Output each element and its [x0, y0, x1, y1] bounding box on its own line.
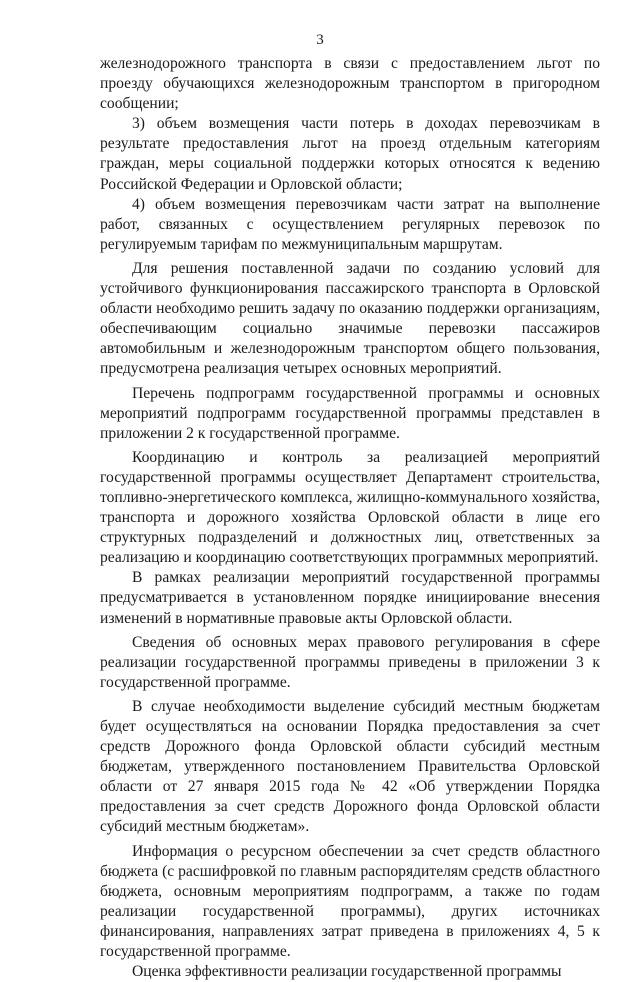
- page-number: 3: [316, 32, 324, 48]
- document-body: [100, 54, 600, 982]
- paragraph-legal-regulation: Сведения об основных мерах правового регулирования в сфере реализации государственной программы приведены в приложении 3 к государственной программе.: [100, 633, 600, 691]
- paragraph-subprogram-list: Перечень подпрограмм государственной программы и основных мероприятий подпрограмм государственной программы представлен в приложении 2 к государственной программе.: [100, 384, 600, 442]
- paragraph-resource-info: Информация о ресурсном обеспечении за счет средств областного бюджета (с расшифровкой по главным распорядителям средств областного бюджета, основным мероприятиям подпрограмм, а также по годам реализации государственной программы), других источниках финансирования, направлениях затрат приведена в приложениях 4, 5 к государственной программе.: [100, 842, 600, 961]
- paragraph-continuation: железнодорожного транспорта в связи с предоставлением льгот по проезду обучающихся железнодорожным транспортом в пригородном сообщении;: [100, 55, 600, 113]
- list-item-3: 3) объем возмещения части потерь в доходах перевозчикам в результате предоставления льгот на проезд отдельным категориям граждан, меры социальной поддержки которых относятся к ведению Российской Федерации и Орловской области;: [100, 115, 600, 193]
- paragraph-subsidies: В случае необходимости выделение субсидий местным бюджетам будет осуществляться на основании Порядка предоставления за счет средств Дорожного фонда Орловской области субсидий местным бюджетам, утвержденного постановлением Правительства Орловской области от 27 января 2015 года № 42 «Об утверждении Порядка предоставления за счет средств Дорожного фонда Орловской области субсидий местным бюджетам».: [100, 697, 600, 836]
- list-item-4: 4) объем возмещения перевозчикам части затрат на выполнение работ, связанных с осуществлением регулярных перевозок по регулируемым тарифам по межмуниципальным маршрутам.: [100, 195, 600, 253]
- paragraph-legal-changes: В рамках реализации мероприятий государственной программы предусматривается в установленном порядке инициирование внесения изменений в нормативные правовые акты Орловской области.: [100, 569, 600, 627]
- paragraph-coordination: Координацию и контроль за реализацией мероприятий государственной программы осуществляет Департамент строительства, топливно-энергетического комплекса, жилищно-коммунального хозяйства, транспорта и дорожного хозяйства Орловской области в лице его структурных подразделений и должностных лиц, ответственных за реализацию и координацию соответствующих программных мероприятий.: [100, 448, 600, 567]
- paragraph-task-solution: Для решения поставленной задачи по созданию условий для устойчивого функционирования пассажирского транспорта в Орловской области необходимо решить задачу по оказанию поддержки организациям, обеспечивающим социально значимые перевозки пассажиров автомобильным и железнодорожным транспортом общего пользования, предусмотрена реализация четырех основных мероприятий.: [100, 259, 600, 378]
- paragraph-efficiency: Оценка эффективности реализации государственной программы: [132, 963, 562, 981]
